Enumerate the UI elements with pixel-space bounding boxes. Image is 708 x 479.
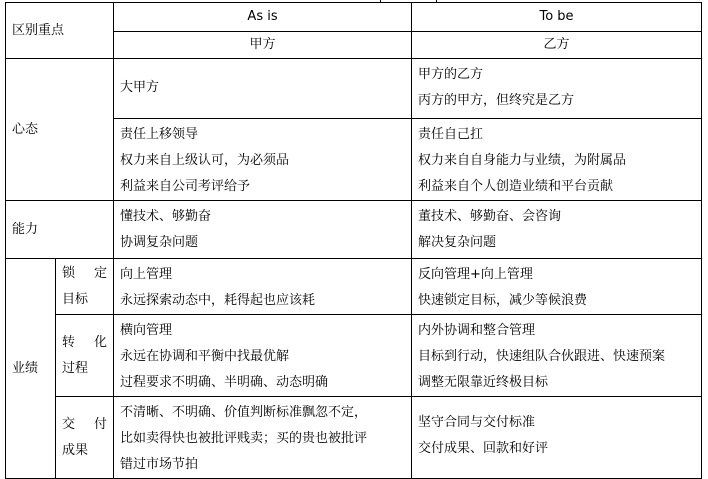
sub-label-top [62, 261, 107, 287]
list-item: 董技术、够勤奋、会咨询 [418, 209, 562, 224]
list-item: 错过市场节拍 [120, 457, 199, 472]
ability-label: 能力 [6, 201, 114, 259]
comparison-table [5, 2, 702, 479]
list-item: 懂技术、够勤奋 [120, 209, 212, 224]
label-char: 定 [94, 265, 108, 281]
lock-as-is [114, 259, 412, 315]
list-item: 丙方的甲方，但终究是乙方 [418, 93, 575, 108]
sub-label-bottom: 成果 [62, 442, 89, 458]
list-item: 横向管理 [120, 323, 173, 338]
list-item: 向上管理 [120, 267, 173, 282]
list-item: 利益来自公司考评给予 [120, 179, 251, 194]
transform-as-is [114, 315, 412, 397]
list-item: 坚守合同与交付标准 [418, 415, 536, 430]
ability-as-is [114, 201, 412, 259]
list-item: 反向管理+向上管理 [418, 267, 533, 282]
list-item: 目标到行动，快速组队合伙跟进、快速预案 [418, 349, 666, 364]
list-item: 永远探索动态中，耗得起也应该耗 [120, 293, 316, 308]
as-is-party: 甲方 [114, 32, 412, 59]
to-be-header: To be [412, 3, 702, 32]
transform-to-be [412, 315, 702, 397]
label-char: 锁 [62, 265, 76, 281]
table-corner-cell [6, 3, 114, 59]
list-item: 甲方的乙方 [418, 67, 484, 82]
label-char: 化 [94, 334, 108, 350]
list-item: 调整无限靠近终极目标 [418, 375, 549, 390]
sub-label-top [62, 330, 107, 356]
mindset-as-is-1 [114, 59, 412, 119]
deliver-results-label [56, 397, 114, 479]
as-is-header: As is [114, 3, 412, 32]
list-item: 交付成果、回款和好评 [418, 441, 549, 456]
list-item: 内外协调和整合管理 [418, 323, 536, 338]
label-char: 交 [62, 416, 76, 432]
list-item: 比如卖得快也被批评贱卖；买的贵也被批评 [120, 431, 368, 446]
lock-to-be [412, 259, 702, 315]
list-item: 责任上移领导 [120, 127, 199, 142]
list-item: 大甲方 [120, 80, 160, 95]
corner-label: 区别重点 [12, 22, 65, 38]
to-be-party: 乙方 [412, 32, 702, 59]
list-item: 权力来自上级认可，为必须品 [120, 153, 290, 168]
mindset-to-be-2 [412, 119, 702, 201]
mindset-as-is-2 [114, 119, 412, 201]
lock-target-label [56, 259, 114, 315]
mindset-label: 心态 [6, 59, 114, 201]
list-item: 快速锁定目标，减少等候浪费 [418, 293, 588, 308]
list-item: 协调复杂问题 [120, 235, 199, 250]
mindset-to-be-1 [412, 59, 702, 119]
list-item: 不清晰、不明确、价值判断标准飘忽不定， [120, 405, 368, 420]
deliver-as-is [114, 397, 412, 479]
list-item: 利益来自个人创造业绩和平台贡献 [418, 179, 614, 194]
list-item: 解决复杂问题 [418, 235, 497, 250]
deliver-to-be [412, 397, 702, 479]
transform-process-label [56, 315, 114, 397]
label-char: 转 [62, 334, 76, 350]
performance-label: 业绩 [6, 259, 56, 479]
list-item: 过程要求不明确、半明确、动态明确 [120, 375, 329, 390]
sub-label-top [62, 412, 107, 438]
list-item: 权力来自自身能力与业绩，为附属品 [418, 153, 627, 168]
list-item: 永远在协调和平衡中找最优解 [120, 349, 290, 364]
sub-label-bottom: 目标 [62, 291, 89, 307]
list-item: 责任自己扛 [418, 127, 484, 142]
sub-label-bottom: 过程 [62, 360, 89, 376]
label-char: 付 [94, 416, 108, 432]
ability-to-be [412, 201, 702, 259]
